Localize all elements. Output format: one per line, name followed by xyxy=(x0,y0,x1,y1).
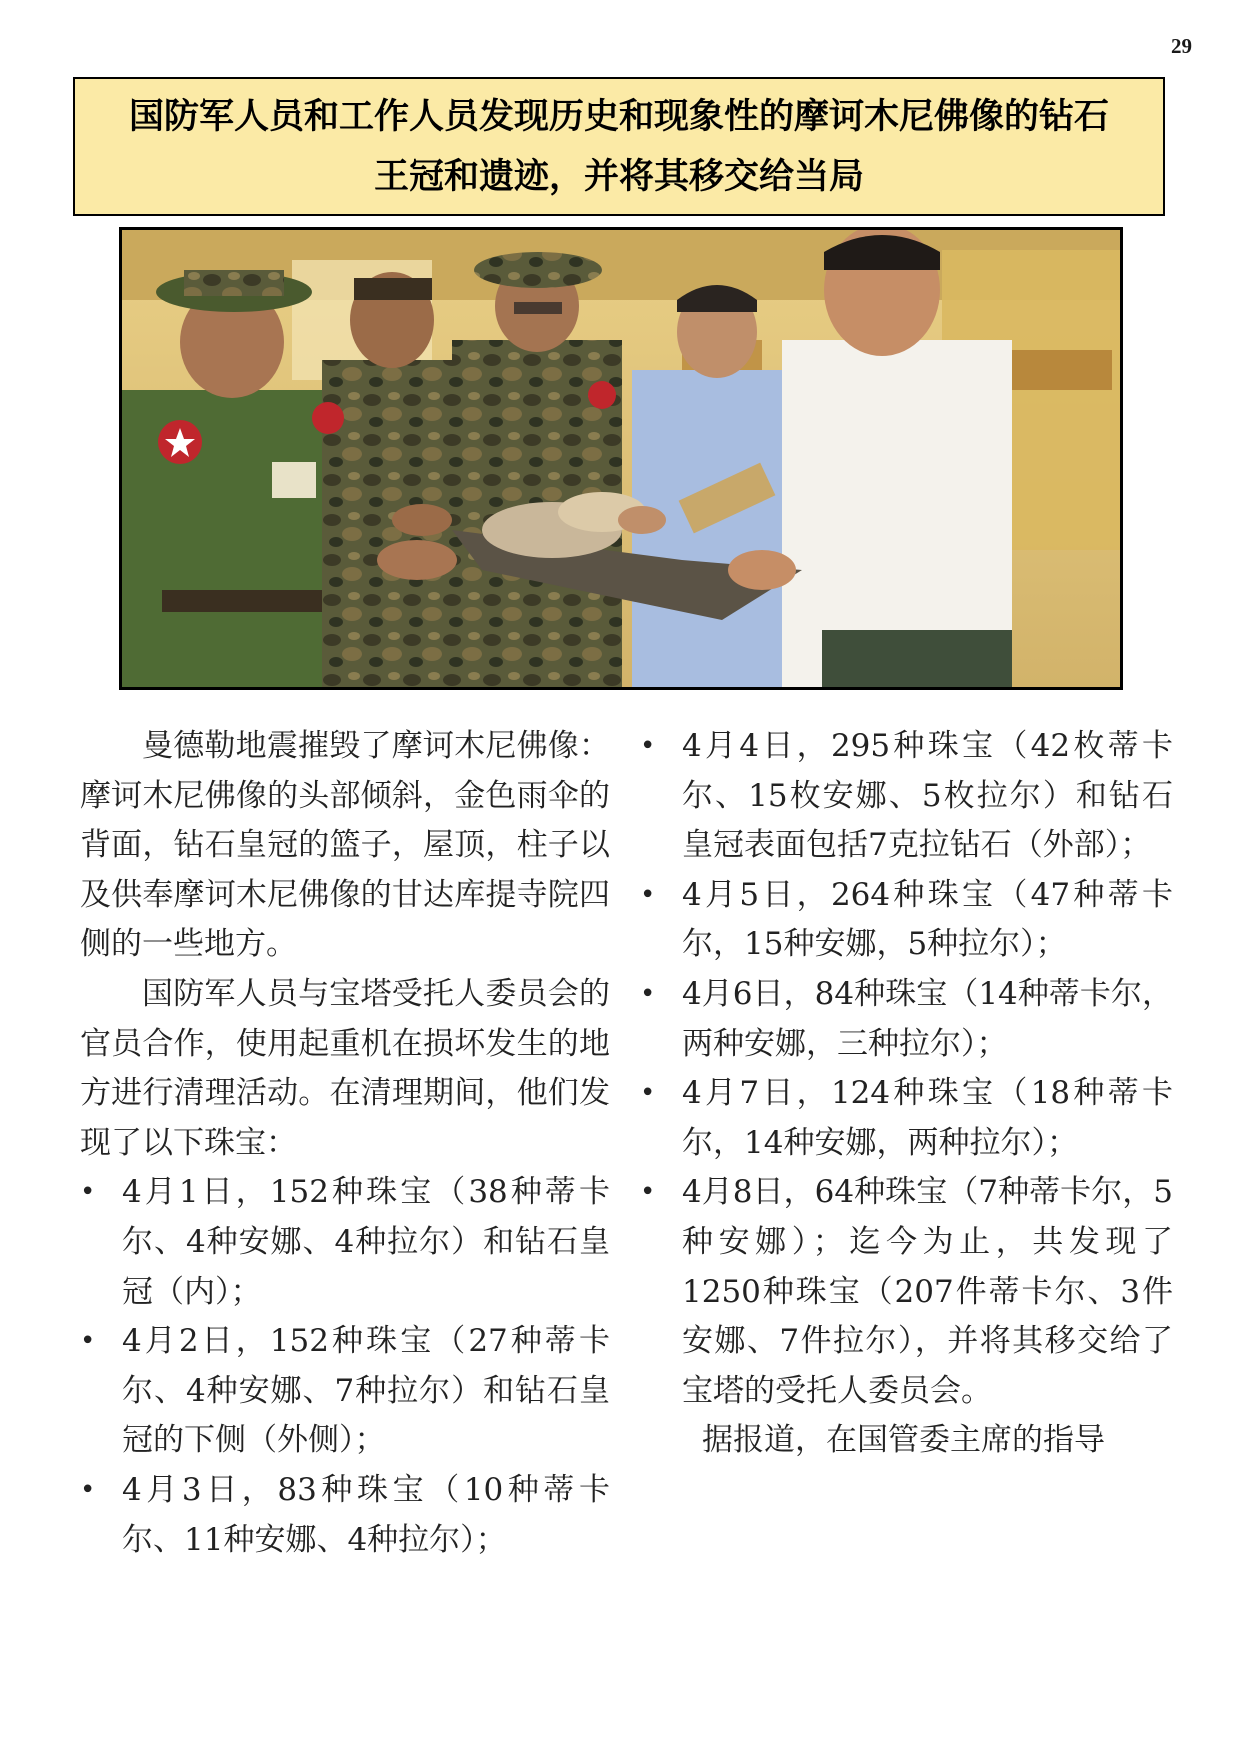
page-number: 29 xyxy=(1171,34,1192,58)
list-item-text: 4月5日，264种珠宝（47种蒂卡尔，15种安娜，5种拉尔）； xyxy=(682,876,1173,963)
bullet-icon: • xyxy=(640,1177,656,1208)
headline-line-2: 王冠和遗迹，并将其移交给当局 xyxy=(373,156,864,197)
list-item-text: 4月8日，64种珠宝（7种蒂卡尔，5种安娜）；迄今为止，共发现了1250种珠宝（207件蒂卡尔、3件安娜、7件拉尔），并将其移交给了宝塔的受托人委员会。 xyxy=(682,1174,1173,1409)
list-item xyxy=(80,1317,610,1466)
list-item xyxy=(80,1168,610,1317)
body-paragraph: 曼德勒地震摧毁了摩诃木尼佛像：摩诃木尼佛像的头部倾斜，金色雨伞的背面，钻石皇冠的篮子，屋顶，柱子以及供奉摩诃木尼佛像的甘达库提寺院四侧的一些地方。 xyxy=(80,728,610,963)
list-item-text: 4月3日，83种珠宝（10种蒂卡尔、11种安娜、4种拉尔）； xyxy=(122,1471,610,1558)
list-item xyxy=(640,970,1173,1069)
left-column xyxy=(80,722,610,1565)
list-item xyxy=(640,1168,1173,1416)
list-item-text: 4月6日，84种珠宝（14种蒂卡尔，两种安娜，三种拉尔）； xyxy=(682,975,1173,1062)
bullet-icon: • xyxy=(640,978,656,1009)
news-photo-illustration xyxy=(122,230,1120,687)
list-item xyxy=(640,722,1173,871)
body-paragraph: 据报道，在国管委主席的指导 xyxy=(702,1422,1105,1459)
news-photo xyxy=(119,227,1123,690)
right-column xyxy=(640,722,1173,1466)
list-item-text: 4月4日，295种珠宝（42枚蒂卡尔、15枚安娜、5枚拉尔）和钻石皇冠表面包括7克拉钻石（外部）； xyxy=(682,728,1173,864)
list-item-text: 4月2日，152种珠宝（27种蒂卡尔、4种安娜、7种拉尔）和钻石皇冠的下侧（外侧）； xyxy=(122,1323,610,1459)
bullet-icon: • xyxy=(640,879,656,910)
list-item-text: 4月7日，124种珠宝（18种蒂卡尔，14种安娜，两种拉尔）； xyxy=(682,1075,1173,1161)
list-item xyxy=(640,1069,1173,1168)
list-item xyxy=(80,1466,610,1565)
headline-box xyxy=(73,77,1165,216)
bullet-icon: • xyxy=(640,731,656,761)
bullet-icon: • xyxy=(80,1177,96,1208)
bullet-icon: • xyxy=(640,1078,656,1109)
discovery-list xyxy=(640,722,1173,1416)
discovery-list xyxy=(80,1168,610,1565)
list-item-text: 4月1日，152种珠宝（38种蒂卡尔、4种安娜、4种拉尔）和钻石皇冠（内）； xyxy=(122,1174,610,1310)
bullet-icon: • xyxy=(80,1474,96,1505)
list-item xyxy=(640,871,1173,970)
body-paragraph: 国防军人员与宝塔受托人委员会的官员合作，使用起重机在损坏发生的地方进行清理活动。在清理期间，他们发现了以下珠宝： xyxy=(80,975,610,1161)
headline-line-1: 国防军人员和工作人员发现历史和现象性的摩诃木尼佛像的钻石 xyxy=(128,96,1109,137)
bullet-icon: • xyxy=(80,1326,96,1357)
